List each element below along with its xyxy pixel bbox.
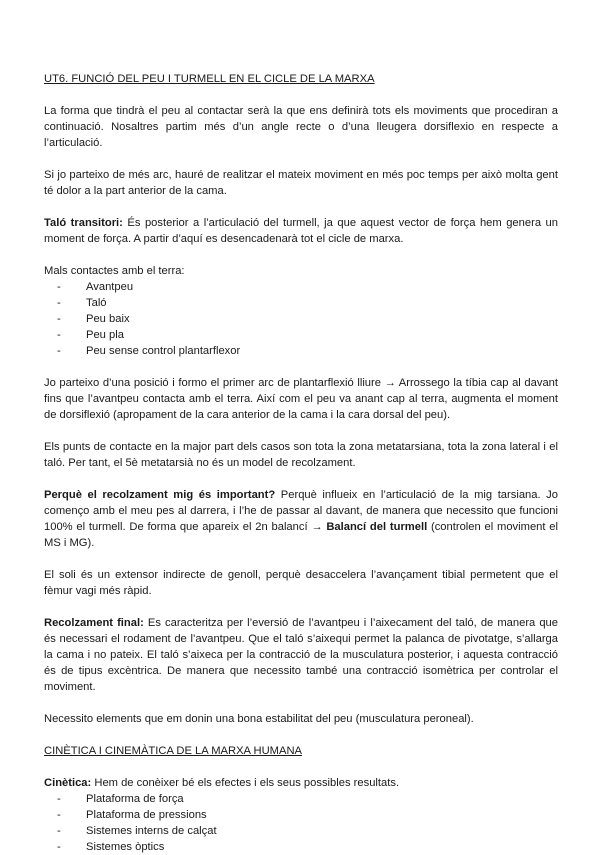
paragraph-arc: Si jo parteixo de més arc, hauré de realitzar el mateix moviment en més poc temps per això molta gent té dolor a la part anterior de la cama. [44, 169, 558, 197]
paragraph-stability: Necessito elements que em donin una bona estabilitat del peu (musculatura peroneal). [44, 713, 474, 725]
list-item: - Peu baix [57, 311, 558, 327]
section-heading-kinetics: CINÈTICA I CINEMÀTICA DE LA MARXA HUMANA [44, 745, 302, 757]
paragraph-soleus: El soli és un extensor indirecte de genoll, perquè desaccelera l’avançament tibial permetent que el fèmur vagi més ràpid. [44, 569, 558, 597]
list-item: - Peu sense control plantarflexor [57, 343, 558, 359]
paragraph-text: Hem de conèixer bé els efectes i els seus possibles resultats. [91, 777, 400, 789]
paragraph-foot-contact: La forma que tindrà el peu al contactar serà la que ens definirà tots els moviments que procediran a continuació. Nosaltres partim més d’un angle recte o d’una lleugera dorsiflexio en respecte a l’articulació. [44, 105, 558, 149]
paragraph-text: Es caracteritza per l’eversió de l’avantpeu i l’aixecament del taló, de manera que és necessari el rodament de l’avantpeu. Que el taló s’aixequi permet la palanca de pivotatge, s’allarga la cama i no pateix. El taló s’aixeca per la contracció de la musculatura posterior, i aquesta contracció és de tipus excèntrica. De manera que necessito també una contracció isomètrica per controlar el moviment. [44, 617, 558, 693]
section-heading-foot-ankle: UT6. FUNCIÓ DEL PEU I TURMELL EN EL CICLE DE LA MARXA [44, 73, 375, 85]
paragraph-kinetics [44, 775, 558, 791]
list-item: - Sistemes òptics [57, 839, 558, 855]
term-ankle-rocker: Balancí del turmell [326, 521, 428, 533]
term-kinetics: Cinètica: [44, 777, 92, 789]
paragraph-plantarflexion: Jo parteixo d’una posició i formo el primer arc de plantarflexió lliure → Arrossego la tíbia cap al davant fins que l’avantpeu contacta amb el terra. Així com el peu va anant cap al terra, augmenta el moment de dorsiflexió (apropament de la cara anterior de la cama i la cara dorsal del peu). [44, 377, 558, 421]
bad-contacts-list [44, 279, 558, 359]
list-item: - Taló [57, 295, 558, 311]
list-intro-bad-contacts: Mals contactes amb el terra: [44, 265, 185, 277]
term-mid-support: Perquè el recolzament mig és important? [44, 489, 276, 501]
paragraph-contact-points: Els punts de contacte en la major part dels casos son tota la zona metatarsiana, tota la zona lateral i el taló. Per tant, el 5è metatarsià no és un model de recolzament. [44, 441, 558, 469]
term-transitional-heel: Taló transitori: [44, 217, 123, 229]
term-final-support: Recolzament final: [44, 617, 144, 629]
paragraph-text: És posterior a l’articulació del turmell, ja que aquest vector de força hem genera un moment de força. A partir d’aquí es desencadenarà tot el cicle de marxa. [44, 217, 558, 245]
list-item: - Plataforma de força [57, 791, 558, 807]
paragraph-text: Perquè influeix en l’articulació de la mig tarsiana. Jo començo amb el meu pes al darrera, i l’he de passar al davant, de manera que necessito que funcioni 100% el turmell. De forma que apareix el 2n balancí → [44, 489, 558, 533]
kinetics-methods-list [44, 791, 558, 855]
list-item: - Peu pla [57, 327, 558, 343]
list-item: - Plataforma de pressions [57, 807, 558, 823]
paragraph-transitional-heel [44, 215, 558, 247]
paragraph-mid-support [44, 487, 558, 551]
list-item: - Sistemes interns de calçat [57, 823, 558, 839]
paragraph-text: (controlen el moviment el MS i MG). [44, 521, 558, 549]
list-item: - Avantpeu [57, 279, 558, 295]
paragraph-final-support [44, 615, 558, 695]
